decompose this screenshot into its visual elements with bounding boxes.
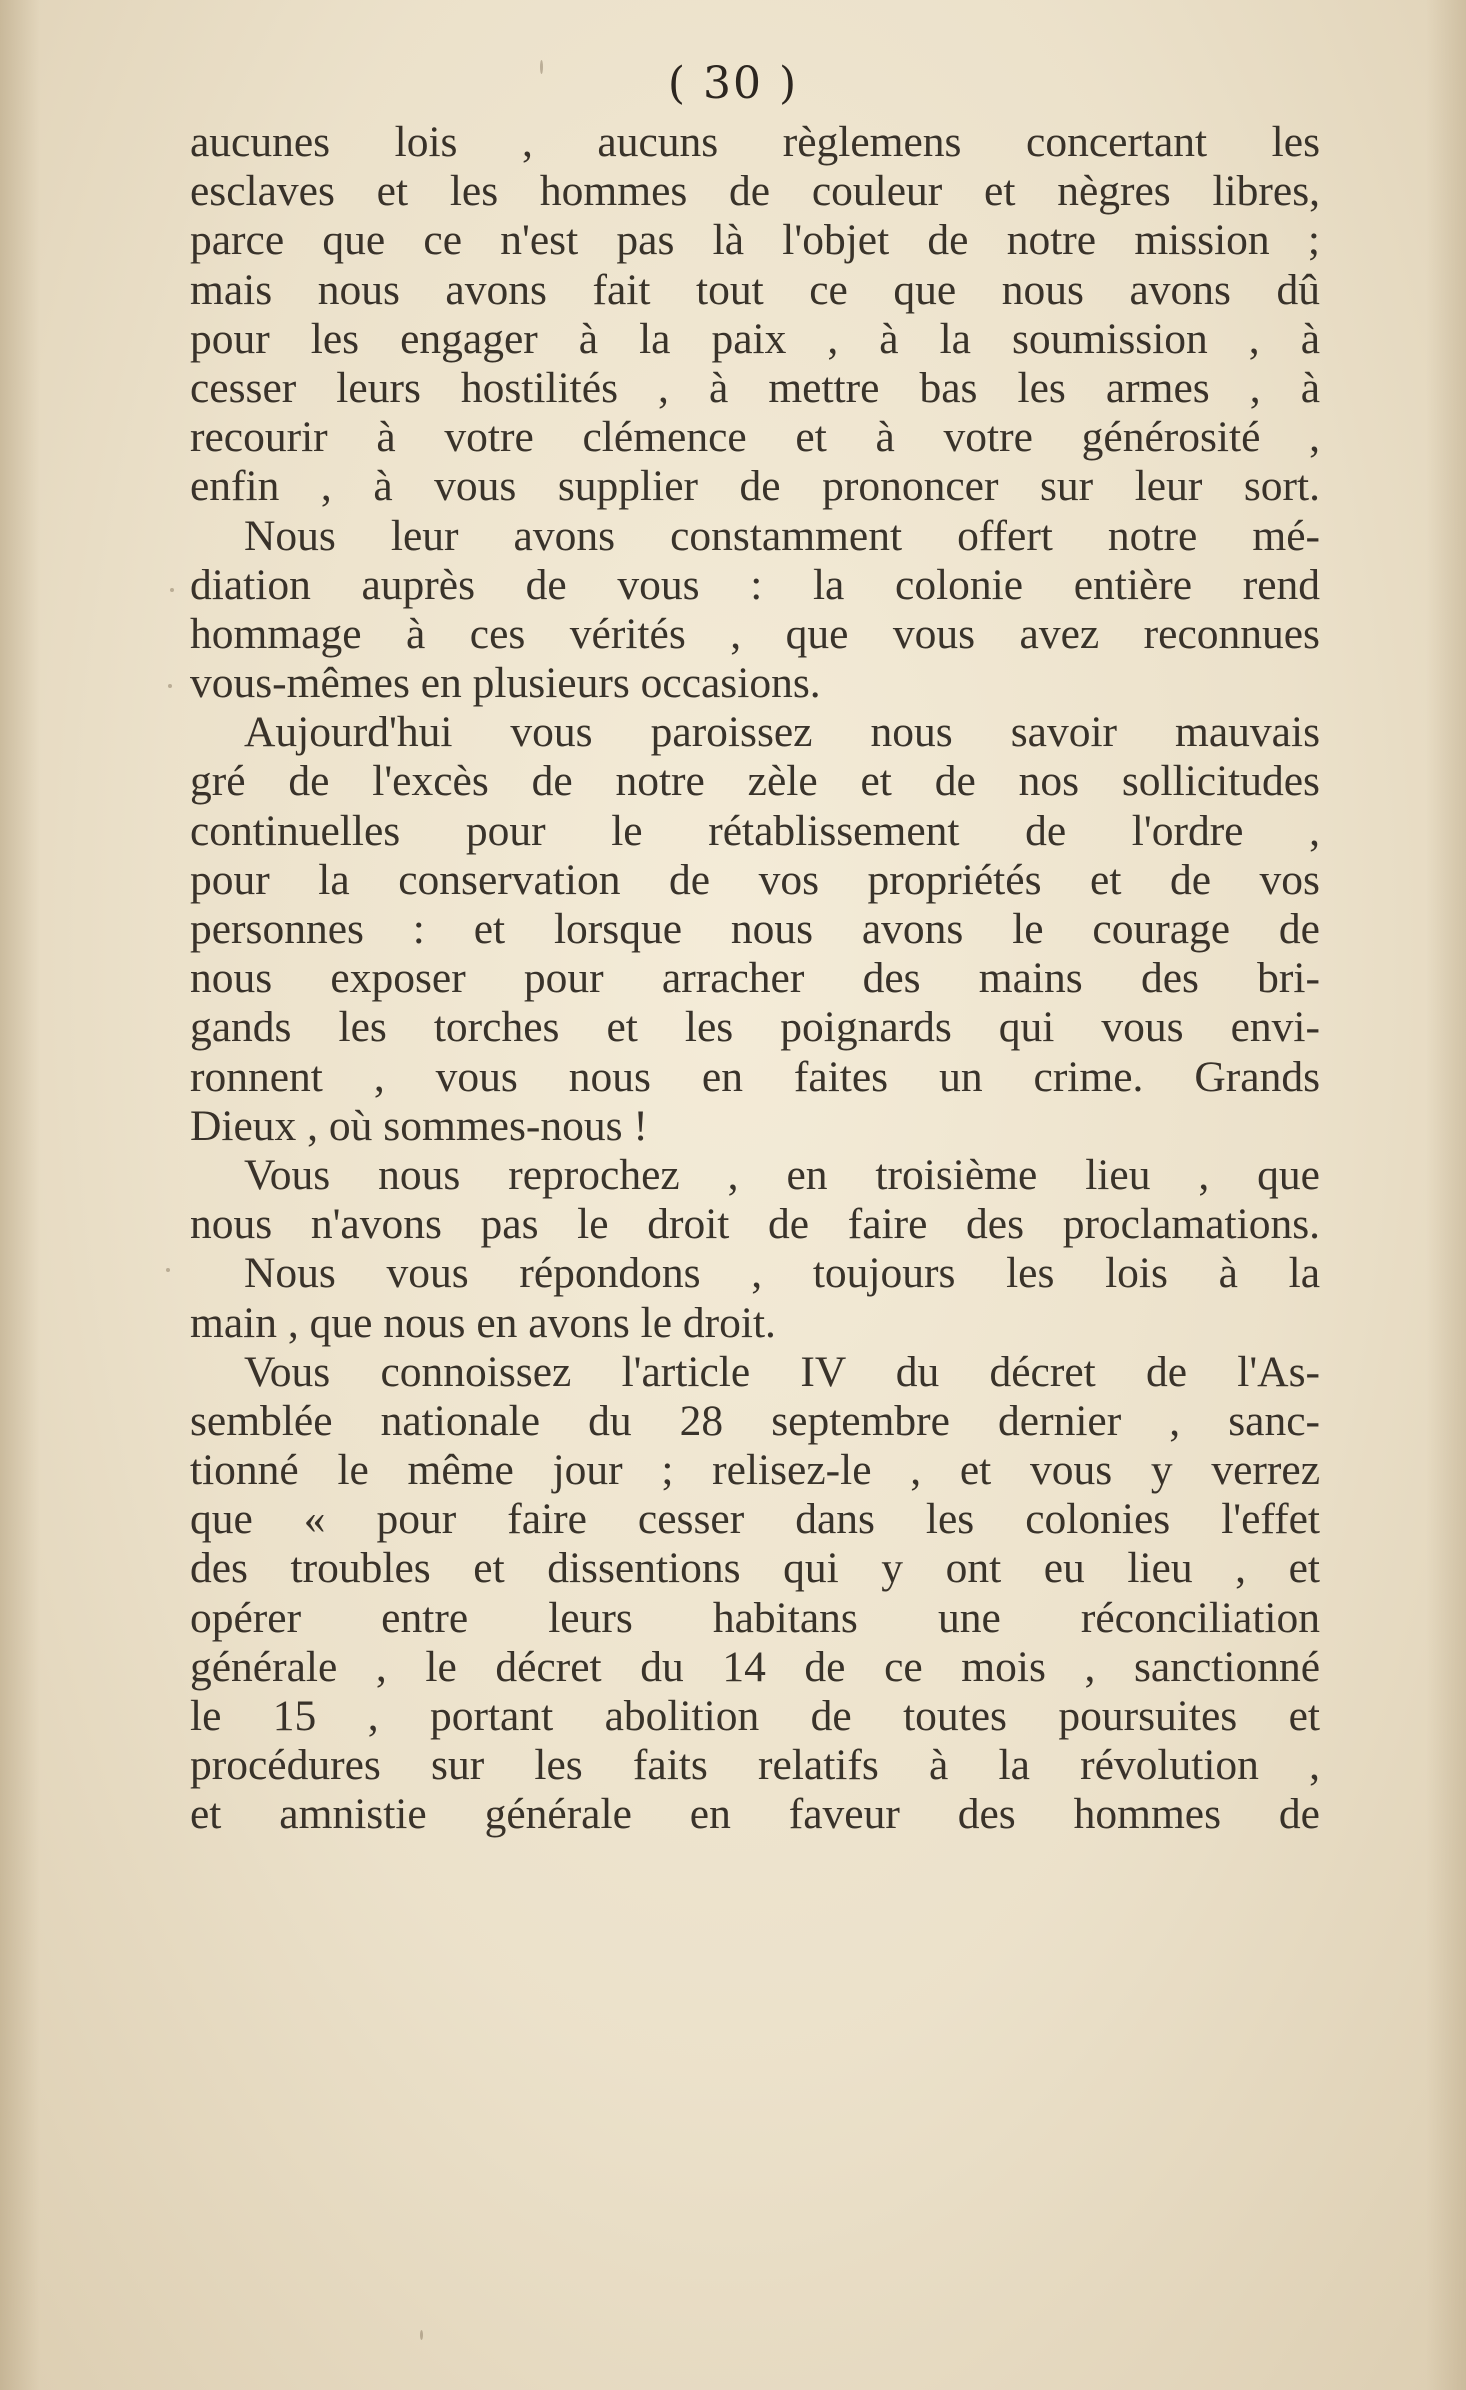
text-line: hommage à ces vérités , que vous avez reconnues xyxy=(190,609,1320,658)
text-line: ronnent , vous nous en faites un crime. Grands xyxy=(190,1052,1320,1101)
text-line: Nous vous répondons , toujours les lois à la xyxy=(244,1249,1320,1298)
paper-speck xyxy=(166,1268,170,1272)
paper-speck xyxy=(168,684,172,688)
text-line: Vous nous reprochez , en troisième lieu , que xyxy=(244,1150,1320,1199)
text-line: cesser leurs hostilités , à mettre bas les armes , à xyxy=(190,363,1320,412)
paper-speck xyxy=(540,60,543,74)
text-line: aucunes lois , aucuns règlemens concertant les xyxy=(190,118,1320,166)
page-left-shadow xyxy=(0,0,40,2390)
text-line: personnes : et lorsque nous avons le courage de xyxy=(190,905,1320,953)
text-line: Aujourd'hui vous paroissez nous savoir mauvais xyxy=(244,708,1320,757)
text-line: continuelles pour le rétablissement de l'ordre , xyxy=(190,806,1320,855)
text-line: Nous leur avons constamment offert notre mé- xyxy=(244,511,1320,560)
paper-speck xyxy=(170,588,174,592)
text-line: tionné le même jour ; relisez-le , et vous y verrez xyxy=(190,1446,1320,1495)
text-line: main , que nous en avons le droit. xyxy=(190,1298,776,1347)
text-line: des troubles et dissentions qui y ont eu lieu , et xyxy=(190,1544,1320,1593)
text-line: gré de l'excès de notre zèle et de nos sollicitudes xyxy=(190,757,1320,806)
text-line: que « pour faire cesser dans les colonies l'effet xyxy=(190,1495,1320,1544)
text-line: opérer entre leurs habitans une réconciliation xyxy=(190,1593,1320,1642)
text-line: et amnistie générale en faveur des hommes de xyxy=(190,1790,1320,1839)
paper-speck xyxy=(420,2330,423,2340)
text-line: vous-mêmes en plusieurs occasions. xyxy=(190,659,821,708)
text-line: mais nous avons fait tout ce que nous avons dû xyxy=(190,265,1320,314)
text-line: générale , le décret du 14 de ce mois , sanctionné xyxy=(190,1642,1320,1691)
text-line: diation auprès de vous : la colonie entière rend xyxy=(190,560,1320,609)
text-line: pour la conservation de vos propriétés et de vos xyxy=(190,855,1320,904)
text-line: parce que ce n'est pas là l'objet de notre mission ; xyxy=(190,216,1320,265)
page-right-shadow xyxy=(1426,0,1466,2390)
text-line: semblée nationale du 28 septembre dernier , sanc- xyxy=(190,1396,1320,1445)
text-line: Vous connoissez l'article IV du décret de l'As- xyxy=(244,1347,1320,1396)
body-text xyxy=(190,118,1320,1840)
text-line: enfin , à vous supplier de prononcer sur leur sort. xyxy=(190,462,1320,511)
text-line: nous exposer pour arracher des mains des bri- xyxy=(190,954,1320,1003)
text-line: gands les torches et les poignards qui vous envi- xyxy=(190,1003,1320,1052)
text-line: pour les engager à la paix , à la soumission , à xyxy=(190,314,1320,363)
text-line: esclaves et les hommes de couleur et nègres libres, xyxy=(190,167,1320,216)
text-line: nous n'avons pas le droit de faire des proclamations. xyxy=(190,1200,1320,1249)
page-number: ( 30 ) xyxy=(667,58,799,109)
text-line: procédures sur les faits relatifs à la révolution , xyxy=(190,1741,1320,1790)
text-line: le 15 , portant abolition de toutes poursuites et xyxy=(190,1692,1320,1740)
text-line: Dieux , où sommes-nous ! xyxy=(190,1101,648,1150)
text-line: recourir à votre clémence et à votre générosité , xyxy=(190,413,1320,462)
